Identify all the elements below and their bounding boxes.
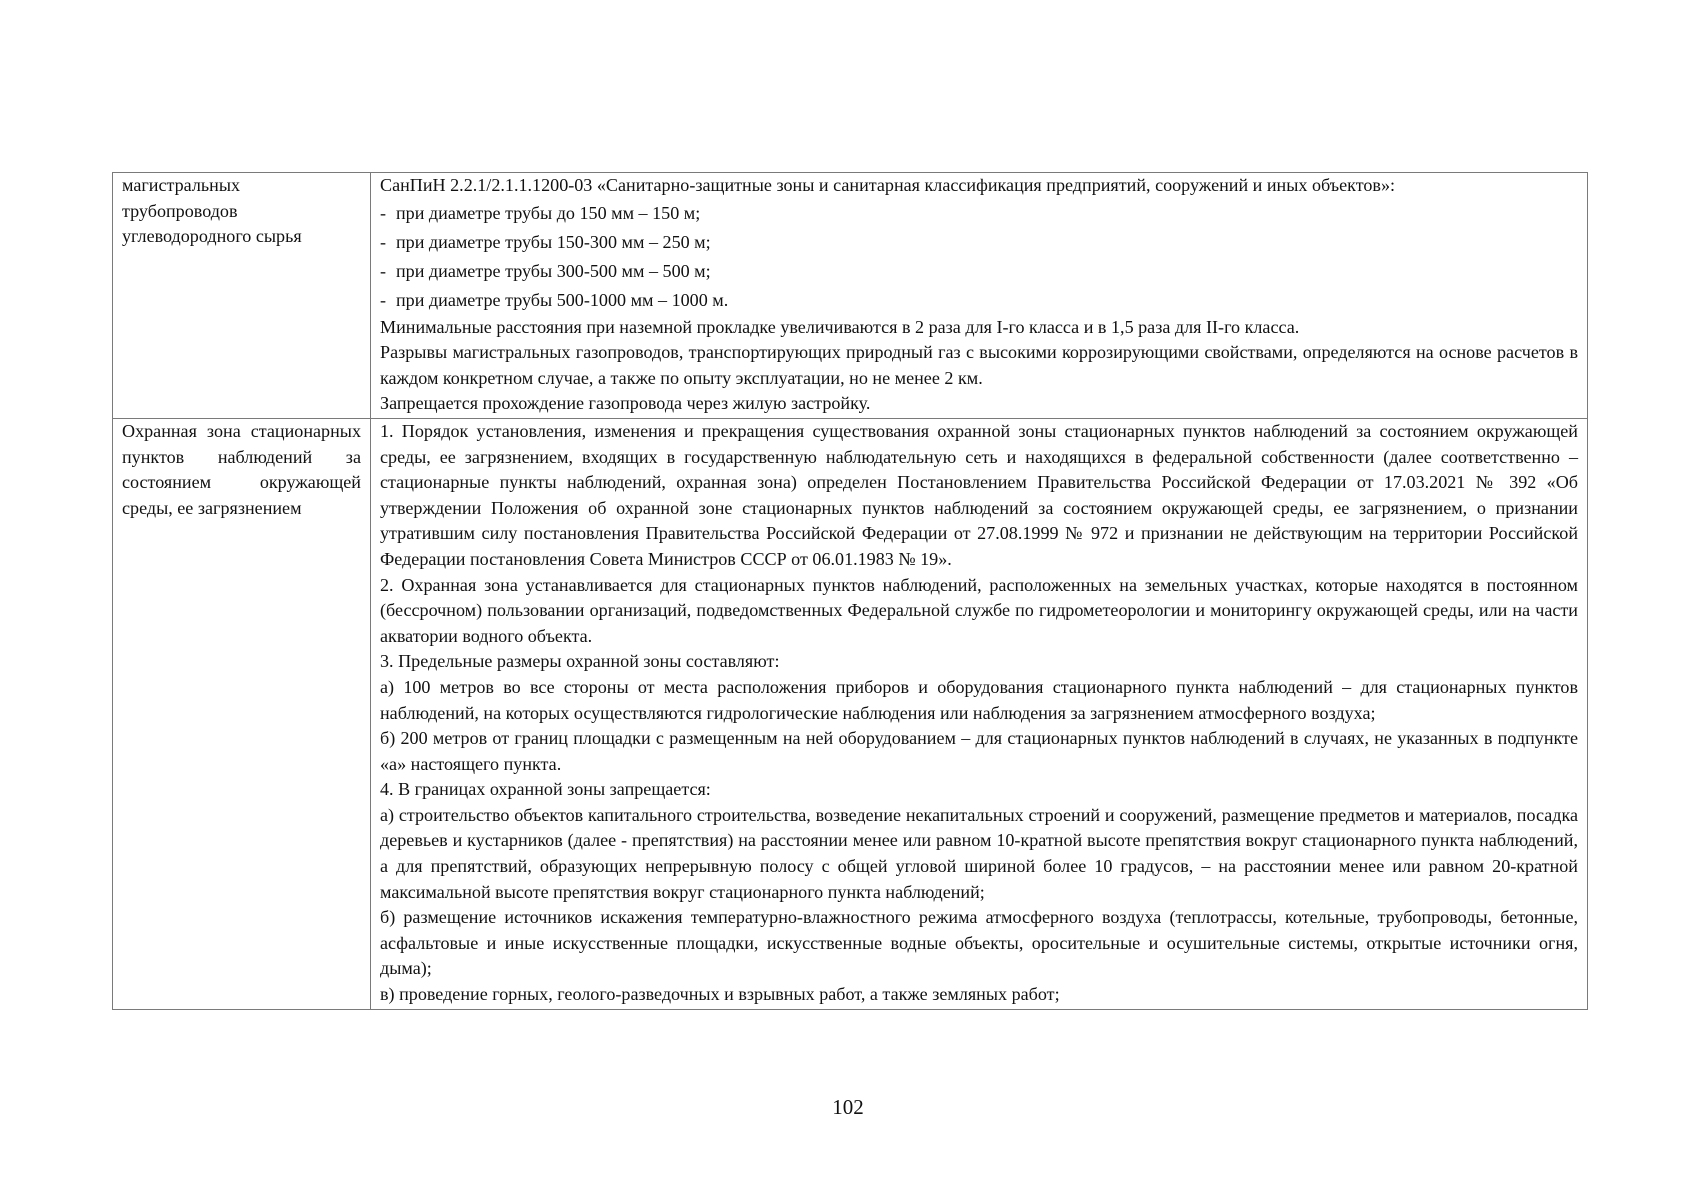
list-item-text: при диаметре трубы 300-500 мм – 500 м;	[396, 260, 711, 281]
paragraph: а) 100 метров во все стороны от места расположения приборов и оборудования стационарного пункта наблюдений – для стационарных пунктов наблюдений, на которых осуществляются гидрологические наблюдения или наблюдения за загрязнением атмосферного воздуха;	[380, 676, 1578, 723]
dash-bullet: -	[380, 231, 387, 252]
list-item-text: при диаметре трубы до 150 мм – 150 м;	[396, 202, 701, 223]
dash-bullet: -	[380, 289, 387, 310]
row-heading-cell	[113, 418, 371, 1009]
list-item	[380, 257, 1578, 286]
row-content-cell	[371, 173, 1588, 419]
regulation-table	[112, 172, 1588, 1010]
paragraph: Разрывы магистральных газопроводов, транспортирующих природный газ с высокими коррозирующими свойствами, определяются на основе расчетов в каждом конкретном случае, а также по опыту эксплуатации, но не менее 2 км.	[380, 342, 1578, 388]
list-item	[380, 228, 1578, 257]
paragraph: Запрещается прохождение газопровода через жилую застройку.	[380, 393, 871, 414]
dash-bullet: -	[380, 202, 387, 223]
paragraph: б) размещение источников искажения температурно-влажностного режима атмосферного воздуха (теплотрассы, котельные, трубопроводы, бетонные, асфальтовые и иные искусственные площадки, искусственные водные объекты, оросительные и осушительные системы, открытые источники огня, дыма);	[380, 907, 1578, 979]
list-item-text: при диаметре трубы 500-1000 мм – 1000 м.	[396, 289, 729, 310]
table-row	[113, 173, 1588, 419]
paragraph: 4. В границах охранной зоны запрещается:	[380, 779, 711, 800]
paragraph: а) строительство объектов капитального строительства, возведение некапитальных строений и сооружений, размещение предметов и материалов, посадка деревьев и кустарников (далее - препятствия) на расстоянии менее или равном 10-кратной высоте препятствия вокруг стационарного пункта наблюдений, а для препятствий, образующих непрерывную полосу с общей угловой шириной более 10 градусов, – на расстоянии менее или равном 20-кратной максимальной высоте препятствия вокруг стационарного пункта наблюдений;	[380, 804, 1578, 902]
paragraph: 2. Охранная зона устанавливается для стационарных пунктов наблюдений, расположенных на земельных участках, которые находятся в постоянном (бессрочном) пользовании организаций, подведомственных Федеральной службе по гидрометеорологии и мониторингу окружающей среды, или на части акватории водного объекта.	[380, 574, 1578, 646]
row-heading-line: углеводородного сырья	[122, 226, 302, 247]
list-item	[380, 286, 1578, 315]
paragraph: 1. Порядок установления, изменения и прекращения существования охранной зоны стационарных пунктов наблюдений за состоянием окружающей среды, ее загрязнением, входящих в государственную наблюдательную сеть и находящихся в федеральной собственности (далее соответственно – стационарные пункты наблюдений, охранная зона) определен Постановлением Правительства Российской Федерации от 17.03.2021 № 392 «Об утверждении Положения об охранной зоне стационарных пунктов наблюдений за состоянием окружающей среды, ее загрязнением, о признании утратившим силу постановления Правительства Российской Федерации от 27.08.1999 № 972 и признании не действующим на территории Российской Федерации постановления Совета Министров СССР от 06.01.1983 № 19».	[380, 420, 1578, 569]
row-content-cell	[371, 418, 1588, 1009]
row-heading-line: магистральных	[122, 175, 241, 195]
paragraph: 3. Предельные размеры охранной зоны составляют:	[380, 651, 780, 672]
sanpin-reference: СанПиН 2.2.1/2.1.1.1200-03 «Санитарно-защитные зоны и санитарная классификация предприятий, сооружений и иных объектов»:	[380, 175, 1396, 195]
page-number: 102	[832, 1095, 864, 1119]
paragraph: б) 200 метров от границ площадки с размещенным на ней оборудованием – для стационарных пунктов наблюдений в случаях, не указанных в подпункте «а» настоящего пункта.	[380, 728, 1578, 774]
row-heading-line: трубопроводов	[122, 200, 238, 221]
paragraph: в) проведение горных, геолого-разведочных и взрывных работ, а также земляных работ;	[380, 984, 1060, 1005]
list-item-text: при диаметре трубы 150-300 мм – 250 м;	[396, 231, 711, 252]
row-heading-cell	[113, 173, 371, 419]
row-heading-text: Охранная зона стационарных пунктов наблюдений за состоянием окружающей среды, ее загрязнением	[122, 420, 361, 518]
paragraph: Минимальные расстояния при наземной прокладке увеличиваются в 2 раза для I-го класса и в 1,5 раза для II-го класса.	[380, 316, 1300, 337]
dash-bullet: -	[380, 260, 387, 281]
list-item	[380, 199, 1578, 228]
table-row	[113, 418, 1588, 1009]
